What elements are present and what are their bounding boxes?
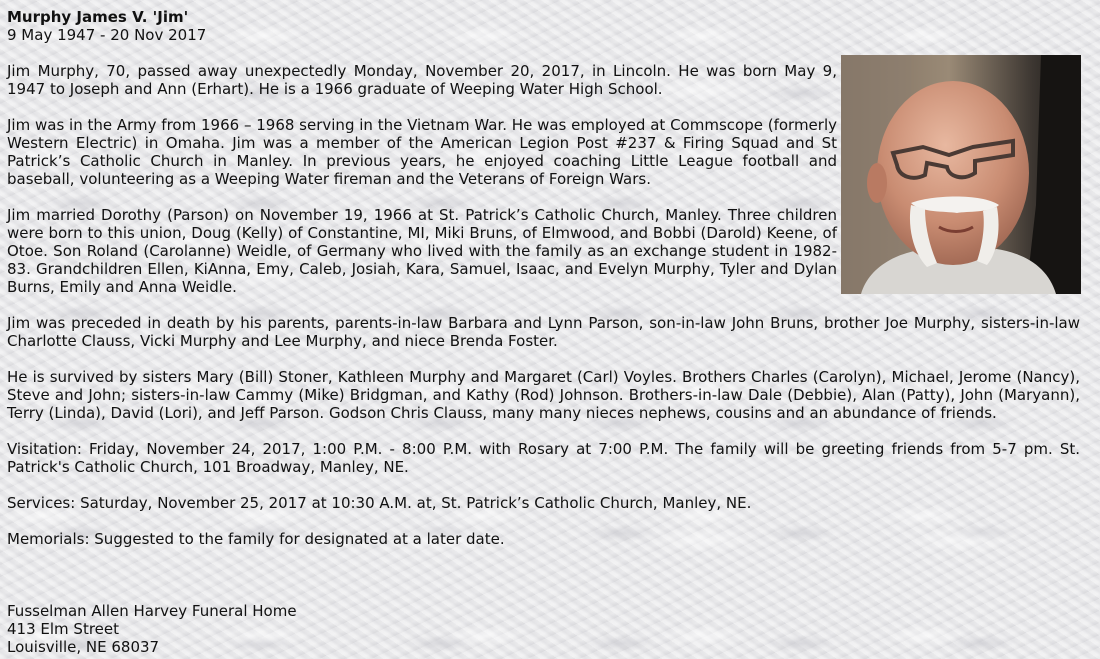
paragraph-survived: He is survived by sisters Mary (Bill) Stoner, Kathleen Murphy and Margaret (Carl) Voyles. Brothers Charles (Carolyn), Michael, Jerome (Nancy), Steve and John; sisters-in-law Cammy (Mike) Bridgman, and Kathy (Rod) Johnson. Brothers-in-law Dale (Debbie), Alan (Patty), John (Maryann), Terry (Linda), David (Lori), and Jeff Parson. Godson Chris Clauss, many many nieces nephews, cousins and an abundance of friends.: [7, 368, 1080, 422]
funeral-home-name: Fusselman Allen Harvey Funeral Home: [7, 602, 297, 620]
paragraph-family: Jim married Dorothy (Parson) on November 19, 1966 at St. Patrick’s Catholic Church, Manley. Three children were born to this union, Doug (Kelly) of Constantine, MI, Miki Bruns, of Elmwood, and Bobbi (Darold) Keene, of Otoe. Son Roland (Carolanne) Weidle, of Germany who lived with the family as an exchange student in 1982-83. Grandchildren Ellen, KiAnna, Emy, Caleb, Josiah, Kara, Samuel, Isaac, and Evelyn Murphy, Tyler and Dylan Burns, Emily and Anna Weidle.: [7, 206, 837, 296]
funeral-home-block: [7, 602, 1080, 656]
obituary-page: [7, 8, 1080, 656]
obituary-name: Murphy James V. 'Jim': [7, 8, 189, 26]
paragraph-career: Jim was in the Army from 1966 – 1968 serving in the Vietnam War. He was employed at Commscope (formerly Western Electric) in Omaha. Jim was a member of the American Legion Post #237 & Firing Squad and St Patrick’s Catholic Church in Manley. In previous years, he enjoyed coaching Little League football and baseball, volunteering as a Weeping Water fireman and the Veterans of Foreign Wars.: [7, 116, 837, 188]
paragraph-visitation: Visitation: Friday, November 24, 2017, 1:00 P.M. - 8:00 P.M. with Rosary at 7:00 P.M. The family will be greeting friends from 5-7 pm. St. Patrick's Catholic Church, 101 Broadway, Manley, NE.: [7, 440, 1080, 476]
portrait-photo: [841, 55, 1081, 294]
portrait-illustration: [841, 55, 1081, 294]
paragraph-services: Services: Saturday, November 25, 2017 at 10:30 A.M. at, St. Patrick’s Catholic Church, Manley, NE.: [7, 494, 752, 512]
funeral-home-street: 413 Elm Street: [7, 620, 120, 638]
paragraph-preceded: Jim was preceded in death by his parents, parents-in-law Barbara and Lynn Parson, son-in-law John Bruns, brother Joe Murphy, sisters-in-law Charlotte Clauss, Vicki Murphy and Lee Murphy, and niece Brenda Foster.: [7, 314, 1080, 350]
funeral-home-city: Louisville, NE 68037: [7, 638, 160, 656]
paragraph-birth: Jim Murphy, 70, passed away unexpectedly Monday, November 20, 2017, in Lincoln. He was born May 9, 1947 to Joseph and Ann (Erhart). He is a 1966 graduate of Weeping Water High School.: [7, 62, 837, 98]
paragraph-memorials: Memorials: Suggested to the family for designated at a later date.: [7, 530, 505, 548]
obituary-dates: 9 May 1947 - 20 Nov 2017: [7, 26, 207, 44]
